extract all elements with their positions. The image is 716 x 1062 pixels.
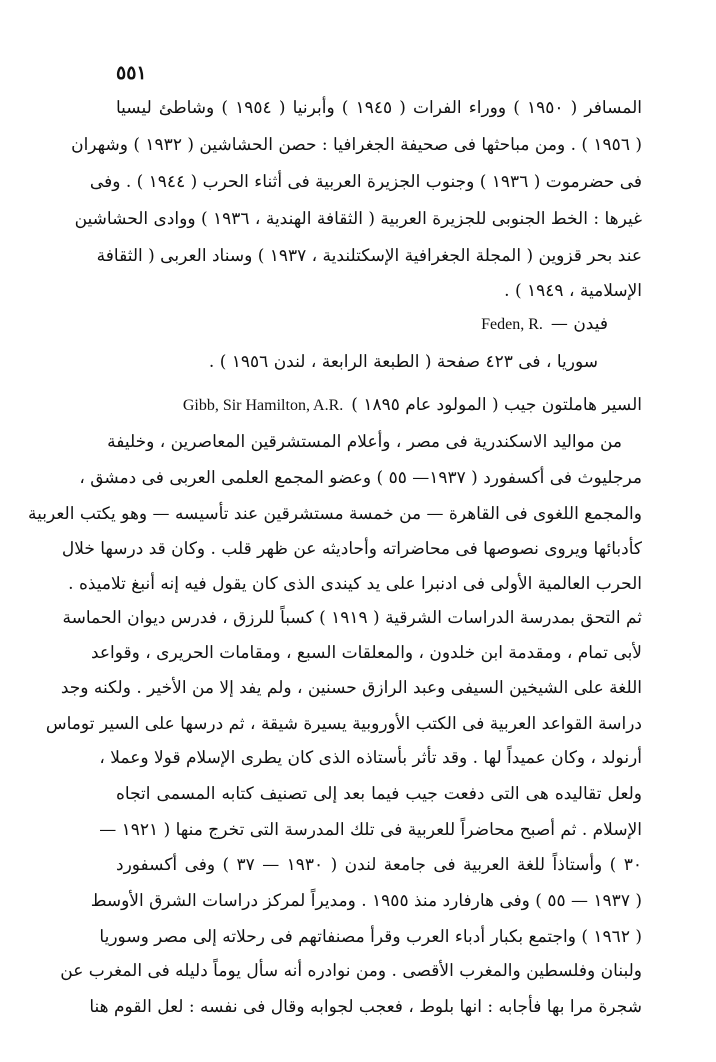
text-line: الإسلام . ثم أصبح محاضراً للعربية فى تلك المدرسة التى تخرج منها ( ١٩٢١ — [99, 820, 642, 840]
text-line: لأبى تمام ، ومقدمة ابن خلدون ، والمعلقات السبع ، ومقامات الحريرى ، وقواعد [90, 643, 642, 663]
text-line: ( ١٩٦٢ ) واجتمع بكبار أدباء العرب وقرأ مصنفاتهم فى رحلاته إلى مصر وسوريا [99, 927, 642, 947]
entry-name-arabic: السير هاملتون جيب ( المولود عام ١٨٩٥ ) [351, 395, 642, 415]
entry-name-arabic: فيدن — [550, 314, 608, 334]
entry-heading-feden [116, 307, 608, 341]
page-number: ٥٥١ [116, 62, 147, 84]
text-line: ثم التحق بمدرسة الدراسات الشرقية ( ١٩١٩ ) كسباً للرزق ، فدرس ديوان الحماسة [62, 608, 642, 628]
entry-name-latin: Gibb, Sir Hamilton, A.R. [182, 397, 344, 414]
text-line: شجرة مرا بها فأجابه : انها بلوط ، فعجب لجوابه وقال فى نفسه : لعل القوم هنا [89, 997, 642, 1017]
text-line: المسافر ( ١٩٥٠ ) ووراء الفرات ( ١٩٤٥ ) وأبرنيا ( ١٩٥٤ ) وشاطئ ليسيا [116, 98, 643, 118]
text-line: أرنولد ، وكان عميداً لها . وقد تأثر بأستاذه الذى كان يطرى الإسلام قولا وعملا ، [99, 748, 642, 768]
entry-name-latin: Feden, R. [481, 316, 543, 333]
text-line: عند بحر قزوين ( المجلة الجغرافية الإسكتلندية ، ١٩٣٧ ) وسناد العربى ( الثقافة [96, 246, 642, 266]
entry-heading-gibb [116, 388, 642, 422]
text-line: فى حضرموت ( ١٩٣٦ ) وجنوب الجزيرة العربية فى أثناء الحرب ( ١٩٤٤ ) . وفى [89, 172, 642, 192]
text-line: ولبنان وفلسطين والمغرب الأقصى . ومن نوادره أنه سأل يوماً دليله فى المغرب عن [60, 961, 642, 981]
text-line: من مواليد الاسكندرية فى مصر ، وأعلام المستشرقين المعاصرين ، وخليفة [107, 432, 622, 452]
text-line: الحرب العالمية الأولى فى ادنبرا على يد كيندى الذى كان يقول فيه إنه أنبغ تلاميذه . [68, 574, 642, 594]
entry-line: سوريا ، فى ٤٢٣ صفحة ( الطبعة الرابعة ، لندن ١٩٥٦ ) . [208, 352, 598, 372]
text-line: ولعل تقاليده هى التى دفعت جيب فيما بعد إلى تصنيف كتابه المسمى اتجاه [116, 784, 642, 804]
text-line: غيرها : الخط الجنوبى للجزيرة العربية ( الثقافة الهندية ، ١٩٣٦ ) ووادى الحشاشين [74, 209, 642, 229]
text-line: الإسلامية ، ١٩٤٩ ) . [504, 281, 642, 301]
text-line: اللغة على الشيخين السيفى وعبد الرازق حسنين ، ولم يفد إلا من الأخير . ولكنه وجد [60, 678, 642, 698]
text-line: والمجمع اللغوى فى القاهرة — من خمسة مستشرقين عند تأسيسه — وهو يكتب العربية [27, 504, 642, 524]
text-line: ( ١٩٥٦ ) . ومن مباحثها فى صحيفة الجغرافيا : حصن الحشاشين ( ١٩٣٢ ) وشهران [71, 135, 642, 155]
text-line: كأدبائها ويروى نصوصها فى محاضراته وأحاديثه عن ظهر قلب . وكان قد درسها خلال [61, 539, 642, 559]
text-line: ٣٠ ) وأستاذاً للغة العربية فى جامعة لندن ( ١٩٣٠ — ٣٧ ) وفى أكسفورد [116, 855, 642, 875]
text-line: دراسة القواعد العربية فى الكتب الأوروبية يسيرة شيقة ، ثم درسها على السير توماس [45, 714, 642, 734]
text-line: ( ١٩٣٧ — ٥٥ ) وفى هارفارد منذ ١٩٥٥ . ومديراً لمركز دراسات الشرق الأوسط [90, 891, 642, 911]
text-line: مرجليوث فى أكسفورد ( ١٩٣٧— ٥٥ ) وعضو المجمع العلمى العربى فى دمشق ، [79, 468, 642, 488]
